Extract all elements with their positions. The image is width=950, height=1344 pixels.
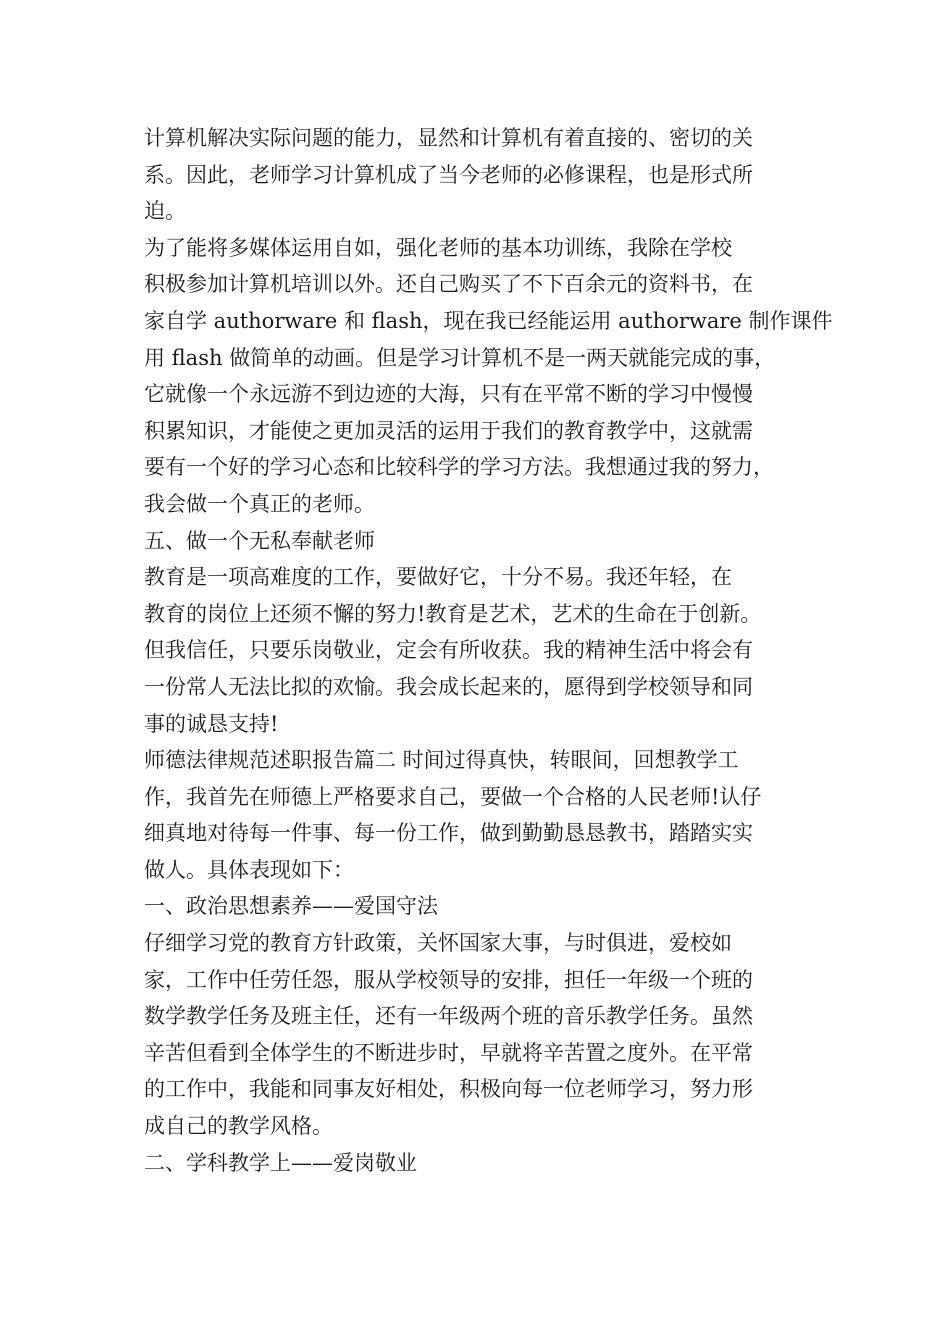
text-line: 作，我首先在师德上严格要求自己，要做一个合格的人民老师!认仔 [144,784,762,809]
text-line: 计算机解决实际问题的能力，显然和计算机有着直接的、密切的关 [144,126,753,150]
text-line: 为了能将多媒体运用自如，强化老师的基本功训练，我除在学校 [144,235,732,260]
text-line: 仔细学习党的教育方针政策，关怀国家大事，与时俱进，爱校如 [144,931,732,956]
text-line: 迫。 [144,199,186,224]
body-text [144,120,833,1181]
text-line: 家自学 authorware 和 flash，现在我已经能运用 authorware 制作课件 [144,308,833,333]
text-line: 师德法律规范述职报告篇二 时间过得真快，转眼间，回想教学工 [144,748,739,773]
section-heading: 五、做一个无私奉献老师 [144,528,375,553]
text-line: 教育是一项高难度的工作，要做好它，十分不易。我还年轻，在 [144,565,732,590]
text-line: 要有一个好的学习心态和比较科学的学习方法。我想通过我的努力， [144,455,774,480]
text-line: 家，工作中任劳任怨，服从学校领导的安排，担任一年级一个班的 [144,967,753,992]
text-line: 做人。具体表现如下： [144,857,354,882]
text-line: 积累知识，才能使之更加灵活的运用于我们的教育教学中，这就需 [144,418,753,443]
section-heading: 一、政治思想素养——爱国守法 [144,894,438,919]
text-line: 成自己的教学风格。 [144,1114,333,1139]
text-line: 它就像一个永远游不到边迹的大海，只有在平常不断的学习中慢慢 [144,382,753,407]
text-line: 积极参加计算机培训以外。还自己购买了不下百余元的资料书，在 [144,272,753,297]
text-line: 用 flash 做简单的动画。但是学习计算机不是一两天就能完成的事， [144,345,776,370]
text-line: 教育的岗位上还须不懈的努力!教育是艺术，艺术的生命在于创新。 [144,601,762,626]
text-line: 辛苦但看到全体学生的不断进步时，早就将辛苦置之度外。在平常 [144,1040,753,1065]
section-heading: 二、学科教学上——爱岗敬业 [144,1150,417,1175]
text-line: 我会做一个真正的老师。 [144,491,375,516]
text-line: 的工作中，我能和同事友好相处，积极向每一位老师学习，努力形 [144,1077,753,1102]
text-line: 但我信任，只要乐岗敬业，定会有所收获。我的精神生活中将会有 [144,638,753,663]
text-line: 细真地对待每一件事、每一份工作，做到勤勤恳恳教书，踏踏实实 [144,821,753,846]
text-line: 数学教学任务及班主任，还有一年级两个班的音乐教学任务。虽然 [144,1004,753,1029]
text-line: 一份常人无法比拟的欢愉。我会成长起来的，愿得到学校领导和同 [144,674,753,699]
text-line: 事的诚恳支持! [144,711,279,736]
text-line: 系。因此，老师学习计算机成了当今老师的必修课程，也是形式所 [144,162,753,187]
